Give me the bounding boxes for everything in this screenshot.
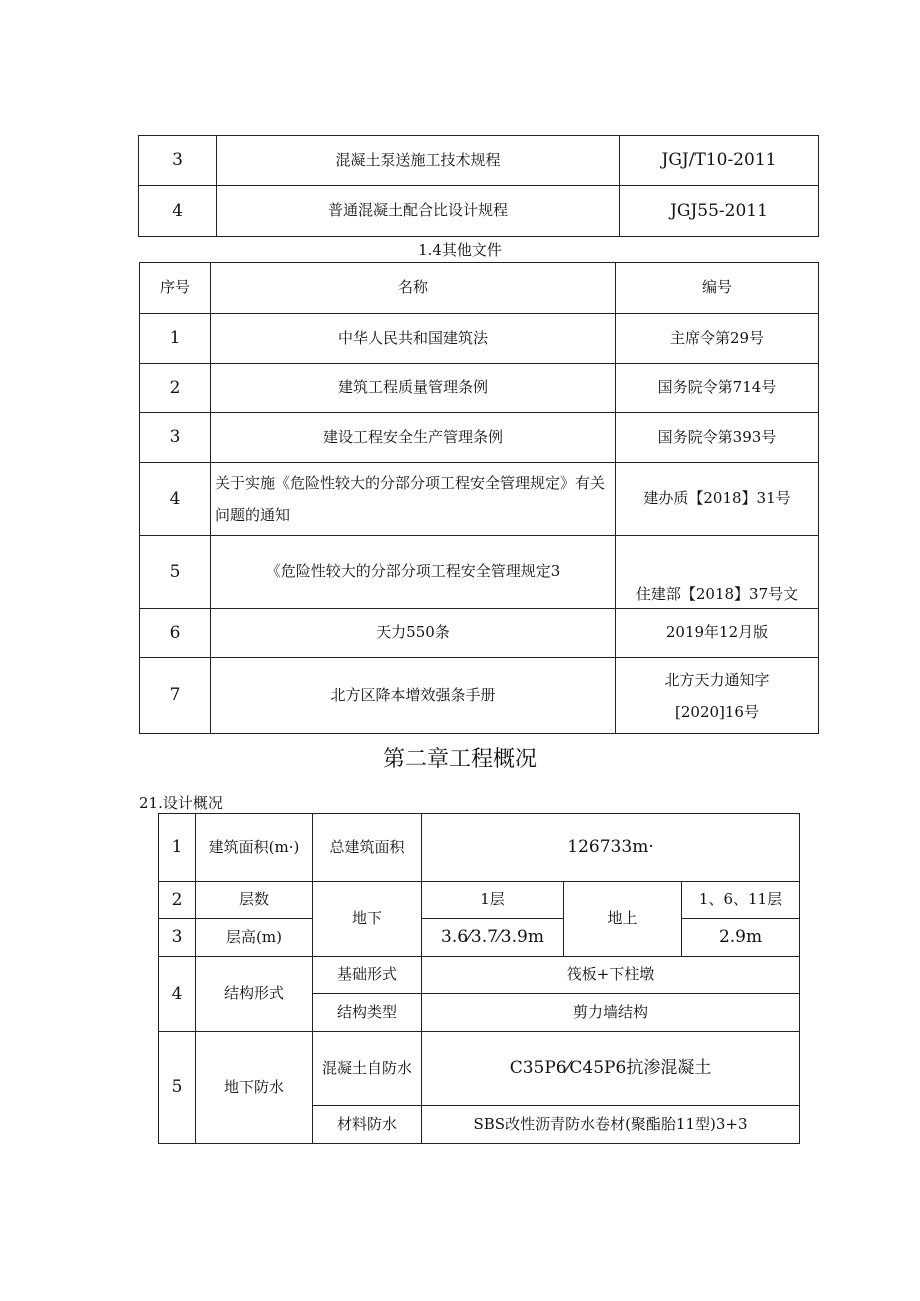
table-row (159, 919, 800, 957)
sub-label: 材料防水 (313, 1106, 422, 1144)
row-number: 5 (159, 1032, 196, 1144)
row-number: 4 (139, 186, 217, 237)
cell-value: C35P6⁄C45P6抗渗混凝土 (422, 1032, 800, 1106)
row-label: 结构形式 (196, 957, 313, 1032)
standard-code: JGJ55-2011 (620, 186, 819, 237)
section-title-design-overview: 21.设计概况 (139, 794, 223, 812)
cell-value: 126733m· (422, 814, 800, 882)
header-code: 编号 (616, 263, 819, 314)
row-number: 2 (140, 364, 211, 413)
row-number: 2 (159, 882, 196, 919)
row-number: 3 (139, 136, 217, 186)
standard-name: 混凝土泵送施工技术规程 (217, 136, 620, 186)
sub-label: 基础形式 (313, 957, 422, 994)
row-number: 7 (140, 658, 211, 734)
standards-table-continued (138, 135, 819, 237)
row-label: 层数 (196, 882, 313, 919)
chapter-title: 第二章工程概况 (382, 747, 537, 772)
row-label: 层高(m) (196, 919, 313, 957)
document-name: 关于实施《危险性较大的分部分项工程安全管理规定》有关问题的通知 (211, 463, 616, 536)
table-row (140, 536, 819, 609)
cell-value: 1层 (422, 882, 564, 919)
document-name: 中华人民共和国建筑法 (211, 314, 616, 364)
document-name: 北方区降本增效强条手册 (211, 658, 616, 734)
other-documents-table (139, 262, 819, 734)
cell-value: 2.9m (682, 919, 800, 957)
row-label: 地下防水 (196, 1032, 313, 1144)
row-label: 建筑面积(m·) (196, 814, 313, 882)
row-number: 1 (159, 814, 196, 882)
sub-label: 结构类型 (313, 994, 422, 1032)
cell-value: 剪力墙结构 (422, 994, 800, 1032)
cell-value: 筏板+下柱墩 (422, 957, 800, 994)
cell-value: SBS改性沥青防水卷材(聚酯胎11型)3+3 (422, 1106, 800, 1144)
row-number: 4 (159, 957, 196, 1032)
row-number: 4 (140, 463, 211, 536)
sub-label: 混凝土自防水 (313, 1032, 422, 1106)
standard-name: 普通混凝土配合比设计规程 (217, 186, 620, 237)
table-row (140, 609, 819, 658)
document-code: 北方天力通知字[2020]16号 (616, 658, 819, 734)
table-row (159, 1032, 800, 1106)
document-name: 天力550条 (211, 609, 616, 658)
document-code: 主席令第29号 (616, 314, 819, 364)
row-number: 3 (159, 919, 196, 957)
section-title-other-documents: 1.4其他文件 (418, 241, 502, 259)
table-row (140, 314, 819, 364)
row-number: 5 (140, 536, 211, 609)
document-name: 《危险性较大的分部分项工程安全管理规定3 (211, 536, 616, 609)
document-name: 建设工程安全生产管理条例 (211, 413, 616, 463)
table-row (159, 882, 800, 919)
document-name: 建筑工程质量管理条例 (211, 364, 616, 413)
row-number: 3 (140, 413, 211, 463)
document-code: 2019年12月版 (616, 609, 819, 658)
sub-label: 总建筑面积 (313, 814, 422, 882)
header-name: 名称 (211, 263, 616, 314)
table-row (140, 658, 819, 734)
table-row (140, 364, 819, 413)
document-code: 国务院令第714号 (616, 364, 819, 413)
document-code: 建办质【2018】31号 (616, 463, 819, 536)
table-row (140, 413, 819, 463)
row-number: 6 (140, 609, 211, 658)
table-row (159, 957, 800, 994)
sub-label: 地上 (564, 882, 682, 957)
standard-code: JGJ/T10-2011 (620, 136, 819, 186)
document-code: 住建部【2018】37号文 (616, 536, 819, 609)
table-row (139, 186, 819, 237)
design-overview-table (158, 813, 800, 1144)
sub-label: 地下 (313, 882, 422, 957)
table-header-row (140, 263, 819, 314)
table-row (159, 814, 800, 882)
table-row (140, 463, 819, 536)
cell-value: 1、6、11层 (682, 882, 800, 919)
row-number: 1 (140, 314, 211, 364)
table-row (139, 136, 819, 186)
header-number: 序号 (140, 263, 211, 314)
document-code: 国务院令第393号 (616, 413, 819, 463)
cell-value: 3.6⁄3.7⁄3.9m (422, 919, 564, 957)
